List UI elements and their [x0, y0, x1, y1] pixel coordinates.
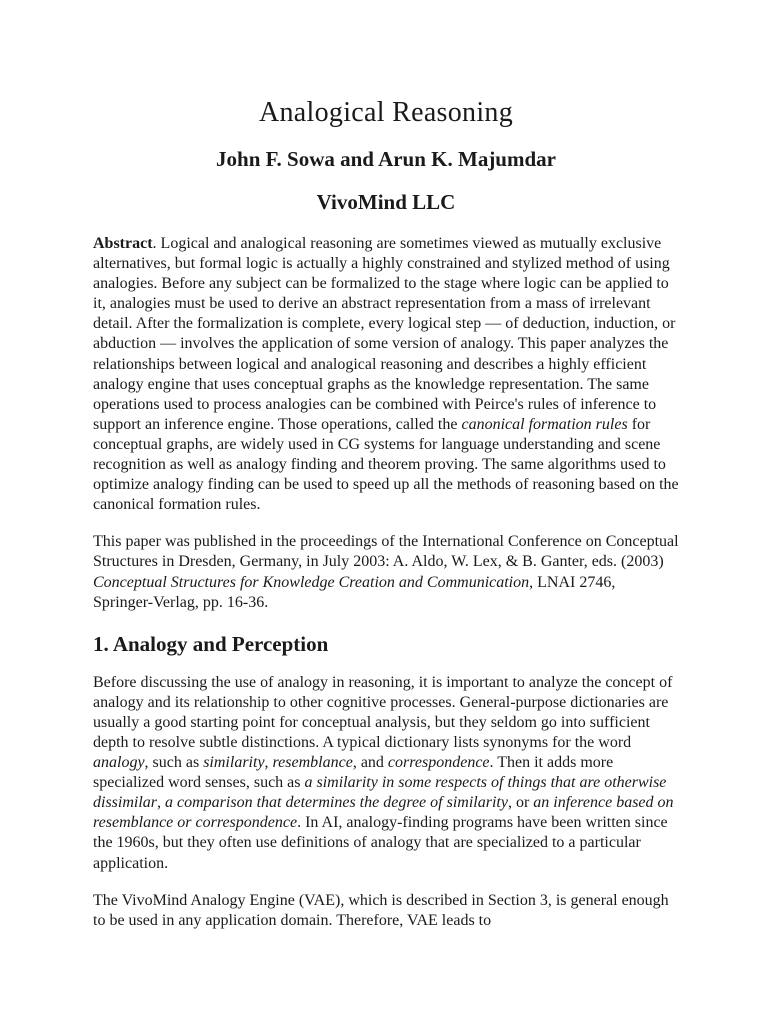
publication-note: [93, 532, 679, 612]
abstract-label: Abstract: [93, 235, 153, 252]
para-text: . Then it adds more specialized word senses, such as: [93, 754, 614, 792]
para-italic: an inference based on resemblance or correspondence: [93, 794, 674, 832]
paper-title: Analogical Reasoning: [258, 97, 514, 128]
para-text: . In AI, analogy-finding programs have been written since the 1960s, but they often use definitions of analogy that are specialized to a particular application.: [93, 814, 668, 872]
para-italic: analogy: [93, 754, 145, 772]
abstract-text-2: for conceptual graphs, are widely used in CG systems for language understanding and scene recognition as well as analogy finding and theorem proving. The same algorithms used to optimize analogy finding can be used to speed up all the methods of reasoning based on the canonical formation rules.: [93, 415, 679, 514]
para-text: Before discussing the use of analogy in reasoning, it is important to analyze the concept of analogy and its relationship to other cognitive processes. General-purpose dictionaries are usually a good starting point for conceptual analysis, but they seldom go into sufficient depth to resolve subtle distinctions. A typical dictionary lists synonyms for the word: [93, 673, 673, 751]
section-paragraph-1: [93, 673, 679, 874]
section-heading: 1. Analogy and Perception: [93, 631, 329, 656]
para-text: ,: [157, 794, 166, 812]
para-italic: correspondence: [387, 754, 490, 772]
publication-text-1: This paper was published in the proceedings of the International Conference on Conceptual Structures in Dresden, Germany, in July 2003: A. Aldo, W. Lex, & B. Ganter, eds. (2003): [93, 533, 679, 571]
abstract-paragraph: [93, 234, 679, 515]
abstract-term: canonical formation rules: [461, 415, 628, 433]
paper-affiliation: VivoMind LLC: [316, 190, 456, 214]
publication-text-2: , LNAI 2746, Springer-Verlag, pp. 16-36.: [93, 573, 616, 611]
para-italic: a similarity in some respects of things that are otherwise dissimilar: [93, 774, 667, 812]
para-text: , and: [352, 754, 388, 772]
para-text: , or: [507, 794, 534, 812]
para-italic: a comparison that determines the degree of similarity: [165, 794, 508, 812]
publication-book-title: Conceptual Structures for Knowledge Creation and Communication: [93, 573, 530, 591]
section-paragraph-2: The VivoMind Analogy Engine (VAE), which is described in Section 3, is general enough to be used in any application domain. Therefore, VAE leads to: [93, 891, 669, 929]
para-italic: similarity: [203, 754, 265, 772]
paper-body: [93, 92, 679, 931]
paper-authors: John F. Sowa and Arun K. Majumdar: [216, 147, 556, 171]
para-text: , such as: [144, 754, 204, 772]
para-italic: resemblance: [272, 754, 353, 772]
para-text: ,: [264, 754, 273, 772]
abstract-text-1: . Logical and analogical reasoning are sometimes viewed as mutually exclusive alternatives, but formal logic is actually a highly constrained and stylized method of using analogies. Before any subject can be formalized to the stage where logic can be applied to it, analogies must be used to derive an abstract representation from a mass of irrelevant detail. After the formalization is complete, every logical step — of deduction, induction, or abduction — involves the application of some version of analogy. This paper analyzes the relationships between logical and analogical reasoning and describes a highly efficient analogy engine that uses conceptual graphs as the knowledge representation. The same operations used to process analogies can be combined with Peirce's rules of inference to support an inference engine. Those operations, called the: [93, 235, 676, 433]
